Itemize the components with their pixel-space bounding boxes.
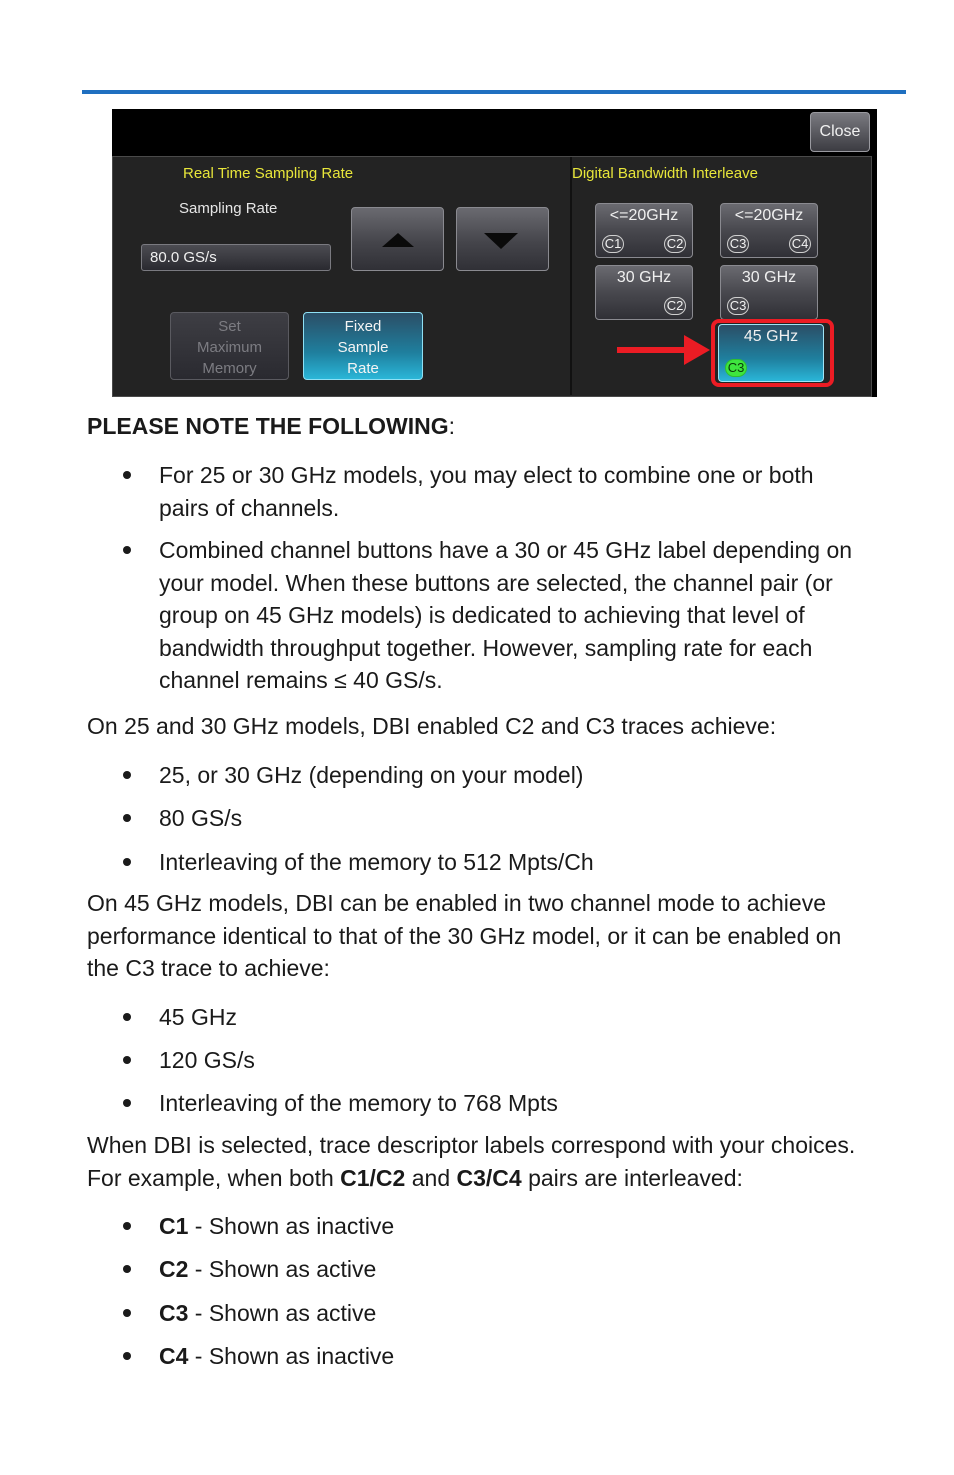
bullet-icon	[123, 858, 131, 866]
dbi-30ghz-c2-button[interactable]	[595, 265, 693, 320]
bullet-icon	[123, 1222, 131, 1230]
pointer-arrow-icon	[684, 335, 710, 365]
dbi-button-label: <=20GHz	[734, 207, 804, 224]
list-item-45-2: 120 GS/s	[159, 1047, 255, 1073]
paragraph-45-ghz: On 45 GHz models, DBI can be enabled in two channel mode to achieve performance identical to that of the 30 GHz model, or it can be enabled on the C3 trace to achieve:	[87, 890, 842, 981]
list-item-45-3: Interleaving of the memory to 768 Mpts	[159, 1090, 558, 1116]
sampling-rate-label: Sampling Rate	[179, 200, 278, 217]
arrow-down-icon	[484, 233, 518, 249]
paragraph-dbi-labels: When DBI is selected, trace descriptor labels correspond with your choices. For example, when both C1/C2 and C3/C4 pairs are interleaved:	[87, 1132, 856, 1191]
trace-item-c2: C2 - Shown as active	[159, 1256, 377, 1282]
trace-item-c4: C4 - Shown as inactive	[159, 1343, 395, 1369]
bullet-icon	[123, 814, 131, 822]
dialog-body	[112, 156, 872, 397]
trace-item-c1: C1 - Shown as inactive	[159, 1213, 395, 1239]
bullet-icon	[123, 546, 131, 554]
bullet-icon	[123, 471, 131, 479]
fixed-sample-rate-line1: Fixed	[344, 318, 382, 335]
bullet-icon	[123, 1099, 131, 1107]
dbi-30ghz-c3-button[interactable]	[720, 265, 818, 320]
bullet-icon	[123, 1265, 131, 1273]
channel-badge-c4: C4	[789, 235, 811, 253]
rate-up-button[interactable]	[351, 207, 444, 271]
set-max-memory-line1: Set	[218, 318, 241, 335]
rate-down-button[interactable]	[456, 207, 549, 271]
dbi-button-label: 45 GHz	[743, 328, 799, 345]
real-time-sampling-title: Real Time Sampling Rate	[183, 165, 354, 182]
fixed-sample-rate-line3: Rate	[347, 360, 379, 377]
note-heading: PLEASE NOTE THE FOLLOWING:	[87, 413, 456, 439]
close-button[interactable]: Close	[810, 112, 870, 152]
arrow-up-icon	[382, 233, 414, 247]
list-item-25-30-1: 25, or 30 GHz (depending on your model)	[159, 762, 584, 788]
dbi-20ghz-c1-c2-button[interactable]	[595, 203, 693, 258]
fixed-sample-rate-button[interactable]	[303, 312, 423, 380]
sampling-rate-field[interactable]: 80.0 GS/s	[141, 244, 331, 271]
section-divider	[570, 157, 572, 395]
highlight-box	[711, 319, 834, 387]
header-rule	[82, 90, 906, 94]
fixed-sample-rate-line2: Sample	[337, 339, 389, 356]
bullet-icon	[123, 1309, 131, 1317]
dbi-20ghz-c3-c4-button[interactable]	[720, 203, 818, 258]
bullet-icon	[123, 1352, 131, 1360]
list-item-25-30-3: Interleaving of the memory to 512 Mpts/Ch	[159, 849, 594, 875]
bullet-icon	[123, 1013, 131, 1021]
list-item-25-30-2: 80 GS/s	[159, 805, 243, 831]
pointer-arrow-shaft	[617, 347, 685, 353]
set-max-memory-line2: Maximum	[196, 339, 262, 356]
set-maximum-memory-button[interactable]	[170, 312, 289, 380]
dbi-dialog-screenshot	[112, 109, 877, 397]
paragraph-25-30-ghz: On 25 and 30 GHz models, DBI enabled C2 and C3 traces achieve:	[87, 713, 777, 739]
channel-badge-c3-active: C3	[725, 359, 747, 377]
channel-badge-c3: C3	[727, 297, 749, 315]
bullet-icon	[123, 771, 131, 779]
bullet-icon	[123, 1056, 131, 1064]
set-max-memory-line3: Memory	[202, 360, 257, 377]
dbi-title: Digital Bandwidth Interleave	[572, 165, 758, 182]
note-bullet-1: For 25 or 30 GHz models, you may elect to combine one or both pairs of channels.	[159, 462, 814, 521]
trace-item-c3: C3 - Shown as active	[159, 1300, 377, 1326]
list-item-45-1: 45 GHz	[159, 1004, 237, 1030]
note-bullet-2: Combined channel buttons have a 30 or 45 GHz label depending on your model. When these buttons are selected, the channel pair (or group on 45 GHz models) is dedicated to achieving that level of bandwidth throughput together. However, sampling rate for each channel remains ≤ 40 GS/s.	[159, 537, 853, 693]
dbi-button-label: <=20GHz	[609, 207, 679, 224]
channel-badge-c2: C2	[664, 235, 686, 253]
dbi-button-label: 30 GHz	[616, 269, 672, 286]
channel-badge-c2: C2	[664, 297, 686, 315]
channel-badge-c3: C3	[727, 235, 749, 253]
channel-badge-c1: C1	[602, 235, 624, 253]
dbi-button-label: 30 GHz	[741, 269, 797, 286]
